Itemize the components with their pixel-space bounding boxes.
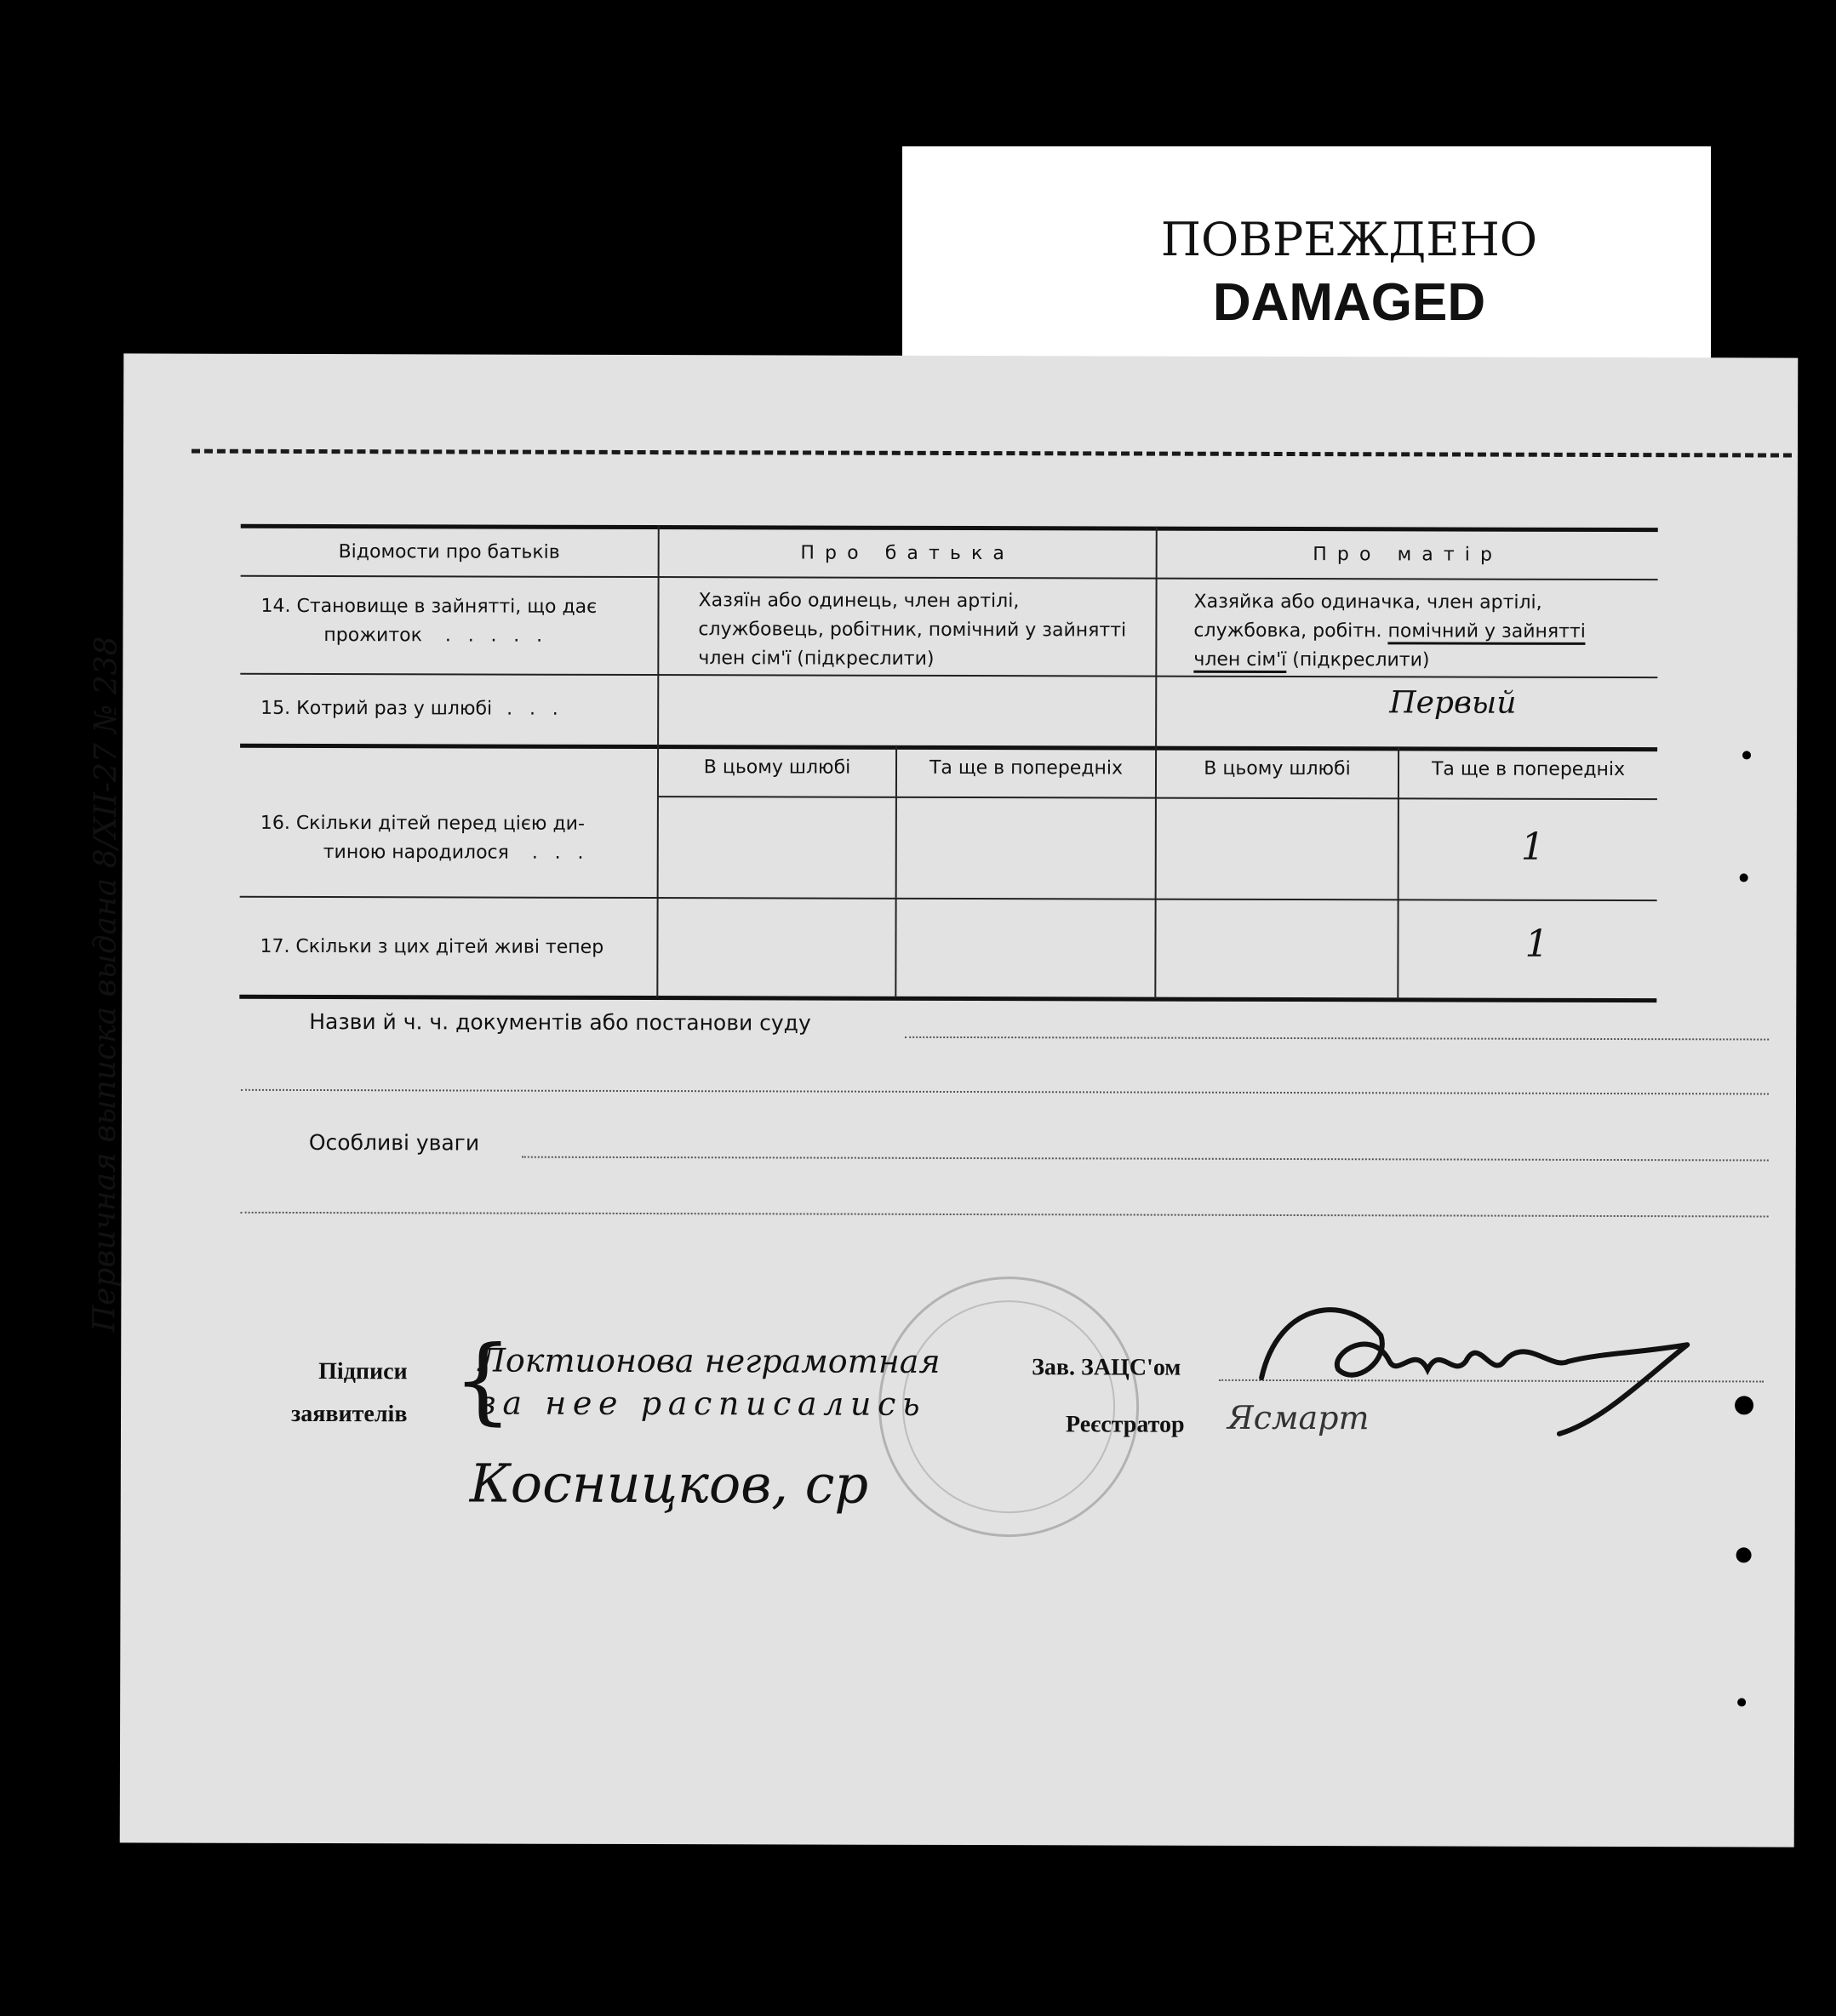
- notes-field-line: [522, 1156, 1769, 1162]
- documents-field-line-2: [241, 1089, 1769, 1095]
- row17-label: 17. Скільки з цих дітей живі тепер: [260, 935, 604, 958]
- row14-label: 14. Становище в зайнятті, що дає прожиток .....: [260, 595, 598, 647]
- applicant-signature: Косницков, ср: [469, 1452, 869, 1516]
- header-mother: Про матір: [1313, 544, 1503, 566]
- applicants-label-2: заявителів: [290, 1400, 408, 1428]
- row14-father-options: Хазяїн або одинець, член артілі, службовець, робітник, помічний у зайнятті член сім'ї (підкреслити): [698, 590, 1127, 671]
- document-page: [87, 353, 1799, 1847]
- row16-label: 16. Скільки дітей перед цією ди- тиною народилося ...: [260, 812, 601, 864]
- binding-hole: [1740, 873, 1748, 882]
- applicant-line-2: за нее расписались: [478, 1384, 927, 1423]
- notes-field-line-2: [241, 1212, 1769, 1218]
- parents-info-table: [241, 524, 1658, 966]
- binding-hole: [1736, 1547, 1752, 1562]
- binding-hole: [1737, 1698, 1746, 1706]
- damaged-label-en: DAMAGED: [1212, 273, 1486, 332]
- subheader-mother-previous: Та ще в попередніх: [1431, 758, 1626, 781]
- head-label: Зав. ЗАЦС'ом: [1032, 1354, 1181, 1381]
- registrar-label: Реєстратор: [1065, 1411, 1185, 1438]
- registrar-signature: Ясмарт: [1227, 1398, 1370, 1437]
- subheader-father-this: В цьому шлюбі: [703, 757, 851, 779]
- row15-mother-value: Первый: [1389, 685, 1517, 721]
- perforation-line: [192, 449, 1792, 458]
- subheader-father-previous: Та ще в попередніх: [929, 757, 1124, 780]
- row14-mother-options: Хазяйка або одиначка, член артілі, службовка, робітн. помічний у зайнятті член сім'ї (підкреслити): [1193, 588, 1636, 677]
- margin-note: Первичная выписка выдана 8/XII-27 № 238: [87, 636, 124, 1333]
- applicants-label-1: Підписи: [318, 1358, 408, 1385]
- binding-hole: [1735, 1396, 1753, 1414]
- documents-field-label: Назви й ч. ч. документів або постанови суду: [309, 1009, 811, 1036]
- header-parents-info: Відомости про батьків: [338, 541, 560, 563]
- header-father: Про батька: [800, 542, 1015, 565]
- applicants-brace: {: [452, 1325, 513, 1435]
- notes-field-label: Особливі уваги: [308, 1130, 480, 1156]
- row17-mother-previous: 1: [1524, 922, 1549, 966]
- row15-label: 15. Котрий раз у шлюбі ...: [260, 697, 575, 720]
- row16-mother-previous: 1: [1520, 825, 1545, 869]
- damaged-label-ru: ПОВРЕЖДЕНО: [1160, 213, 1538, 266]
- documents-field-line: [905, 1037, 1769, 1041]
- row14-mother-underlined: помічний у зайнятті член сім'ї: [1193, 620, 1586, 673]
- applicant-line-1: Локтионова неграмотная: [478, 1341, 941, 1380]
- subheader-mother-this: В цьому шлюбі: [1204, 757, 1351, 780]
- binding-hole: [1742, 751, 1751, 759]
